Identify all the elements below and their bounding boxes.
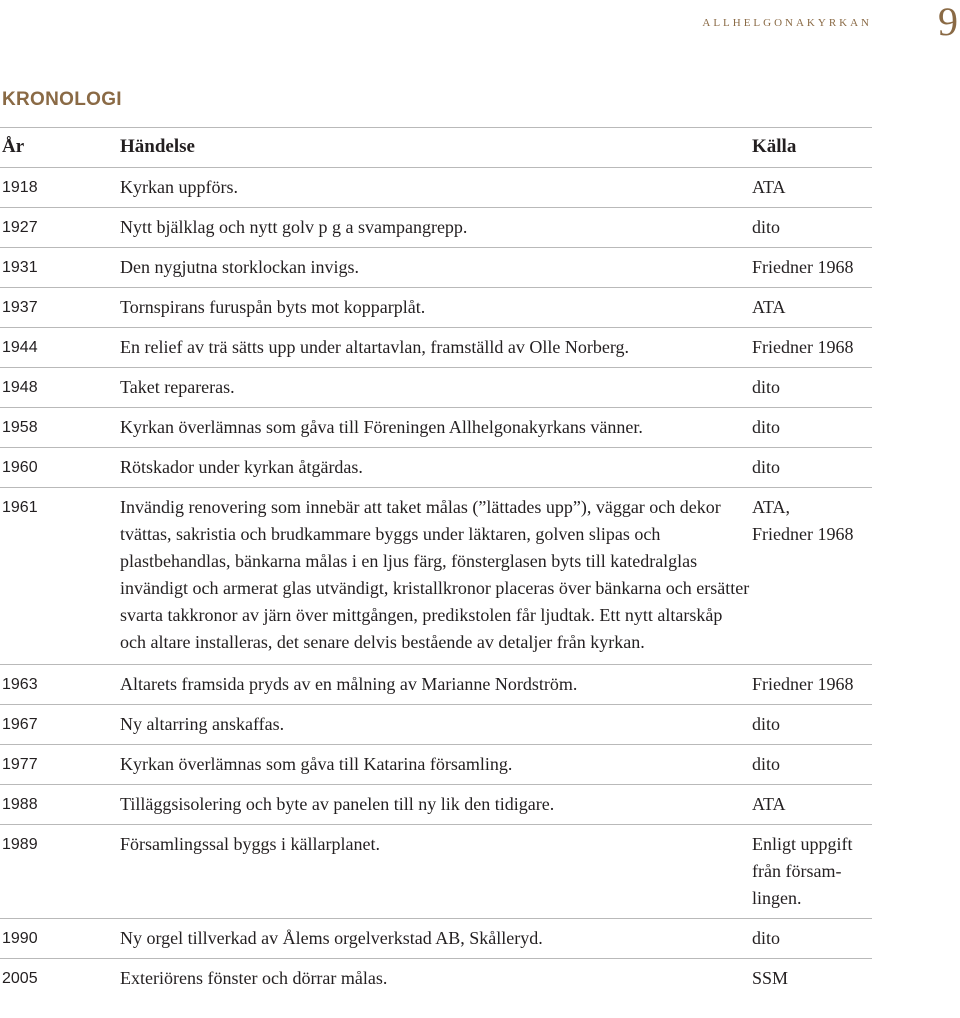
table-row bbox=[0, 168, 872, 208]
source-cell: ATA bbox=[752, 297, 786, 317]
running-head: allhelgonakyrkan bbox=[702, 14, 872, 30]
year-cell: 2005 bbox=[2, 970, 38, 987]
event-cell: Nytt bjälklag och nytt golv p g a svampangrepp. bbox=[120, 217, 468, 237]
table-row bbox=[0, 208, 872, 248]
event-cell: Rötskador under kyrkan åtgärdas. bbox=[120, 457, 363, 477]
source-cell: Friedner 1968 bbox=[752, 337, 854, 357]
table-row bbox=[0, 488, 872, 665]
page-number: 9 bbox=[938, 0, 958, 44]
year-cell: 1963 bbox=[2, 676, 38, 693]
event-cell: Kyrkan överlämnas som gåva till Katarina församling. bbox=[120, 754, 513, 774]
year-cell: 1988 bbox=[2, 796, 38, 813]
column-header-year: År bbox=[2, 136, 25, 157]
source-cell: dito bbox=[752, 417, 781, 437]
source-cell: ATA, Friedner 1968 bbox=[752, 497, 854, 544]
table-row bbox=[0, 248, 872, 288]
source-cell: Friedner 1968 bbox=[752, 257, 854, 277]
source-cell: dito bbox=[752, 377, 781, 397]
event-cell: Invändig renovering som innebär att taket målas (”lättades upp”), väggar och dekor tvättas, sakristia och brudkammare byggs under läktaren, golven slipas och plastbehandlas, bänkarna målas i en ljus färg, fönsterglasen byts till katedralglas invändigt och armerat glas utvändigt, kristallkronor placeras över bänkarna och ersätter svarta takkronor av järn över mittgången, predikstolen får ljudtak. Ett nytt altarskåp och altare installeras, det senare delvis bestående av detaljer från kyrkan. bbox=[120, 497, 750, 652]
source-cell: ATA bbox=[752, 177, 786, 197]
year-cell: 1948 bbox=[2, 379, 38, 396]
event-cell: Kyrkan uppförs. bbox=[120, 177, 238, 197]
source-cell: dito bbox=[752, 928, 781, 948]
column-header-source: Källa bbox=[752, 136, 797, 157]
event-cell: Ny altarring anskaffas. bbox=[120, 714, 285, 734]
event-cell: En relief av trä sätts upp under altartavlan, framställd av Olle Norberg. bbox=[120, 337, 629, 357]
table-row bbox=[0, 328, 872, 368]
event-cell: Församlingssal byggs i källarplanet. bbox=[120, 834, 380, 854]
section-title: KRONOLOGI bbox=[2, 89, 122, 110]
year-cell: 1927 bbox=[2, 219, 38, 236]
event-cell: Den nygjutna storklockan invigs. bbox=[120, 257, 359, 277]
table-row bbox=[0, 408, 872, 448]
table-row bbox=[0, 368, 872, 408]
year-cell: 1931 bbox=[2, 259, 38, 276]
table-row bbox=[0, 785, 872, 825]
source-cell: dito bbox=[752, 457, 781, 477]
table-row bbox=[0, 705, 872, 745]
year-cell: 1918 bbox=[2, 179, 38, 196]
year-cell: 1960 bbox=[2, 459, 38, 476]
source-cell: Friedner 1968 bbox=[752, 674, 854, 694]
source-cell: dito bbox=[752, 754, 781, 774]
year-cell: 1944 bbox=[2, 339, 38, 356]
source-cell: ATA bbox=[752, 794, 786, 814]
year-cell: 1989 bbox=[2, 836, 38, 853]
table-header-row bbox=[0, 128, 872, 168]
year-cell: 1961 bbox=[2, 499, 38, 516]
event-cell: Ny orgel tillverkad av Ålems orgelverkstad AB, Skålleryd. bbox=[120, 928, 543, 948]
table-row bbox=[0, 745, 872, 785]
source-cell: Enligt uppgift från försam- lingen. bbox=[752, 834, 853, 908]
event-cell: Tornspirans furuspån byts mot kopparplåt. bbox=[120, 297, 426, 317]
column-header-event: Händelse bbox=[120, 136, 195, 157]
year-cell: 1958 bbox=[2, 419, 38, 436]
event-cell: Tilläggsisolering och byte av panelen till ny lik den tidigare. bbox=[120, 794, 555, 814]
table-row bbox=[0, 959, 872, 999]
source-cell: SSM bbox=[752, 968, 789, 988]
chronology-table bbox=[0, 127, 872, 998]
event-cell: Altarets framsida pryds av en målning av Marianne Nordström. bbox=[120, 674, 578, 694]
table-row bbox=[0, 919, 872, 959]
table-row bbox=[0, 288, 872, 328]
year-cell: 1967 bbox=[2, 716, 38, 733]
event-cell: Exteriörens fönster och dörrar målas. bbox=[120, 968, 388, 988]
table-row bbox=[0, 665, 872, 705]
year-cell: 1937 bbox=[2, 299, 38, 316]
source-cell: dito bbox=[752, 714, 781, 734]
year-cell: 1990 bbox=[2, 930, 38, 947]
event-cell: Kyrkan överlämnas som gåva till Föreningen Allhelgonakyrkans vänner. bbox=[120, 417, 643, 437]
event-cell: Taket repareras. bbox=[120, 377, 235, 397]
source-cell: dito bbox=[752, 217, 781, 237]
table-row bbox=[0, 825, 872, 919]
year-cell: 1977 bbox=[2, 756, 38, 773]
table-row bbox=[0, 448, 872, 488]
